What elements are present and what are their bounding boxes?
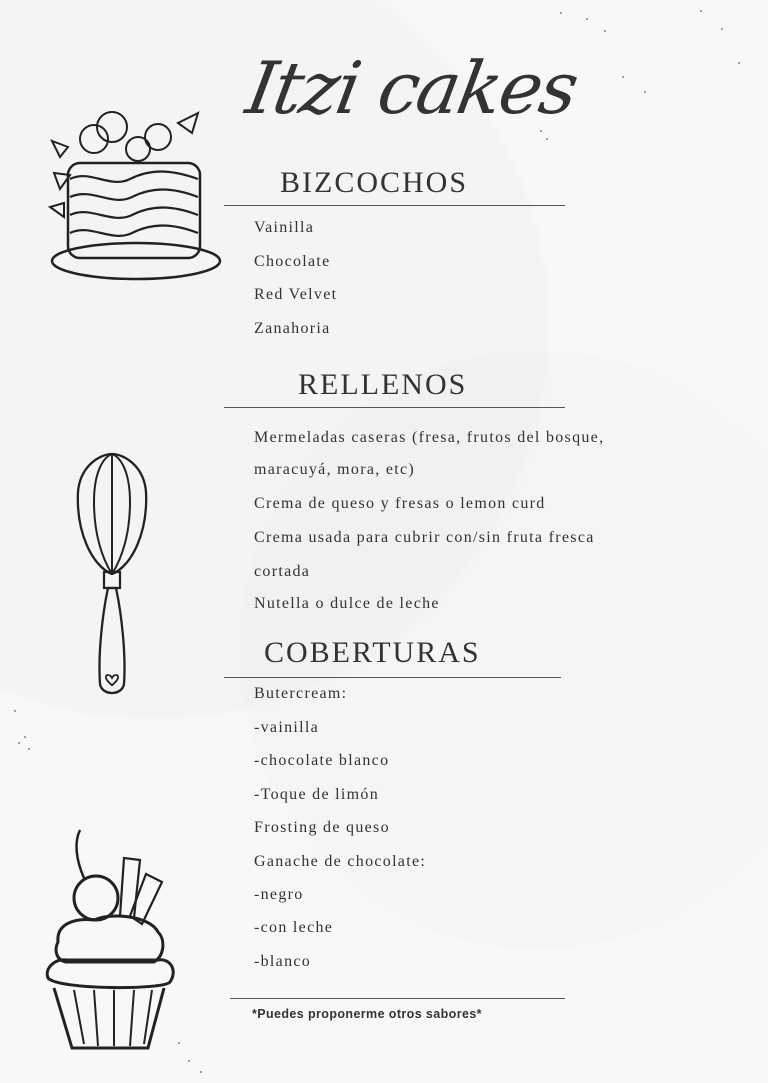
list-item: Chocolate <box>254 253 331 270</box>
list-item: -blanco <box>254 953 312 970</box>
list-item: Zanahoria <box>254 320 331 337</box>
speck <box>721 28 723 30</box>
whisk-icon <box>72 448 152 708</box>
list-item: Mermeladas caseras (fresa, frutos del bosque, <box>254 429 605 446</box>
list-item: Frosting de queso <box>254 819 390 836</box>
list-item: Crema usada para cubrir con/sin fruta fresca <box>254 529 595 546</box>
list-item: Nutella o dulce de leche <box>254 595 440 612</box>
section-title-coberturas: COBERTURAS <box>264 636 481 669</box>
speck <box>24 736 26 738</box>
list-item: -Toque de limón <box>254 786 380 803</box>
brand-logo <box>240 28 584 150</box>
list-item: Butercream: <box>254 685 348 702</box>
list-item: -con leche <box>254 919 334 936</box>
speck <box>644 91 646 93</box>
section-title-rellenos: RELLENOS <box>298 368 468 401</box>
cupcake-icon <box>38 822 188 1062</box>
speck <box>546 138 548 140</box>
list-item: Red Velvet <box>254 286 338 303</box>
speck <box>200 1071 202 1073</box>
speck <box>738 62 740 64</box>
list-item: cortada <box>254 563 311 580</box>
footer-divider <box>230 998 565 999</box>
speck <box>586 18 588 20</box>
speck <box>622 76 624 78</box>
cake-icon <box>40 105 230 285</box>
list-item: Ganache de chocolate: <box>254 853 427 870</box>
list-item: Vainilla <box>254 219 315 236</box>
list-item: maracuyá, mora, etc) <box>254 461 416 478</box>
brand-title: Itzi cakes <box>240 46 584 130</box>
section-title-bizcochos: BIZCOCHOS <box>280 166 469 199</box>
list-item: -negro <box>254 886 304 903</box>
list-item: -chocolate blanco <box>254 752 390 769</box>
speck <box>560 12 562 14</box>
speck <box>700 10 702 12</box>
list-item: Crema de queso y fresas o lemon curd <box>254 495 546 512</box>
list-item: -vainilla <box>254 719 320 736</box>
speck <box>604 30 606 32</box>
speck <box>14 710 16 712</box>
speck <box>188 1060 190 1062</box>
speck <box>18 742 20 744</box>
section-divider <box>224 677 561 678</box>
section-divider <box>224 205 565 206</box>
speck <box>28 748 30 750</box>
footer-note: *Puedes proponerme otros sabores* <box>252 1007 482 1021</box>
section-divider <box>224 407 565 408</box>
